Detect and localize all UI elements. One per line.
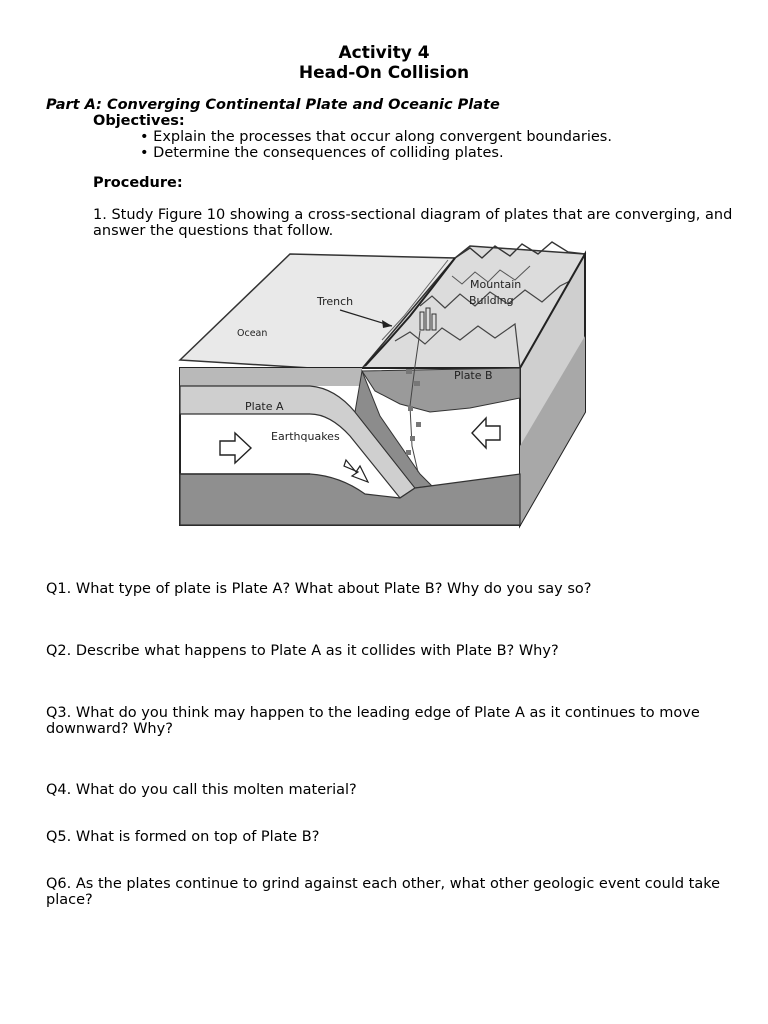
label-plate-a: Plate A [245,400,284,413]
question-4: Q4. What do you call this molten material? [46,782,357,798]
plate-convergence-diagram [170,236,600,532]
question-6: Q6. As the plates continue to grind against each other, what other geologic event could take place? [46,876,721,908]
label-plate-b: Plate B [454,369,493,382]
objective-item: • Explain the processes that occur along convergent boundaries. [140,129,612,145]
objective-item: • Determine the consequences of colliding plates. [140,145,504,161]
question-2: Q2. Describe what happens to Plate A as it collides with Plate B? Why? [46,643,559,659]
activity-title: Activity 4 [338,43,430,63]
procedure-step-1: 1. Study Figure 10 showing a cross-sectional diagram of plates that are converging, and answer the questions that follow. [93,207,733,239]
label-mountain: Mountain [470,278,522,291]
question-5: Q5. What is formed on top of Plate B? [46,829,320,845]
procedure-label: Procedure: [93,175,183,191]
question-1: Q1. What type of plate is Plate A? What about Plate B? Why do you say so? [46,581,592,597]
label-ocean: Ocean [237,328,268,339]
label-trench: Trench [317,295,354,308]
objectives-label: Objectives: [93,113,185,129]
label-building: Building [469,294,514,307]
question-3: Q3. What do you think may happen to the leading edge of Plate A as it continues to move downward? Why? [46,705,700,737]
part-a-heading: Part A: Converging Continental Plate and Oceanic Plate [46,97,500,113]
activity-subtitle: Head-On Collision [298,63,470,83]
label-earthquakes: Earthquakes [271,430,340,443]
